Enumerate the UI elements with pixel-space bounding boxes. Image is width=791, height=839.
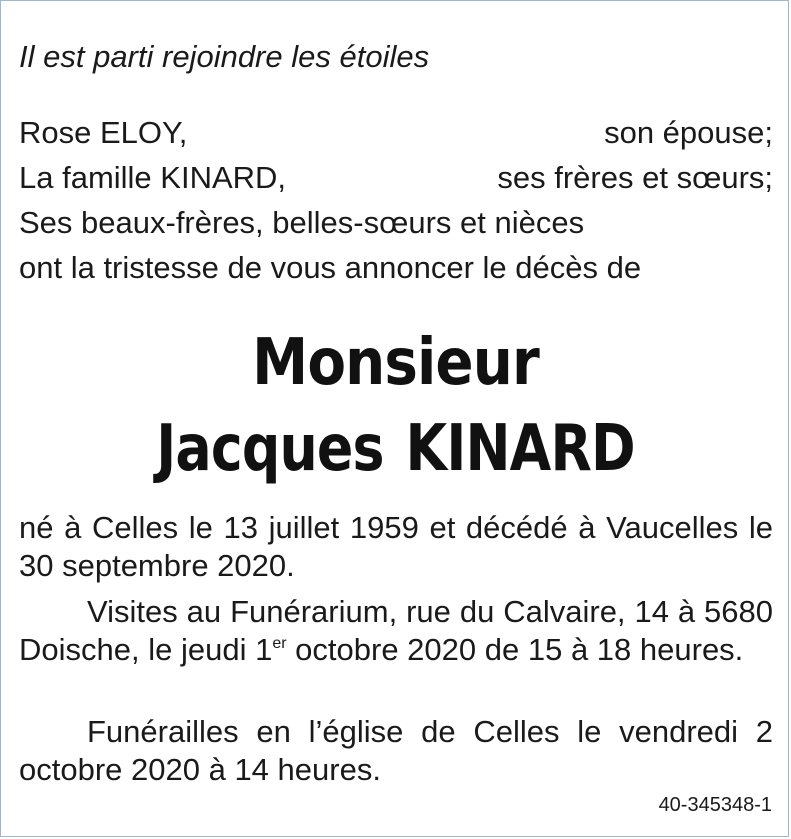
visits-text-start: Visites au Funérarium, rue du Calvaire, 14 à 5680 Doische, le jeudi 1	[19, 594, 773, 667]
family-row-siblings	[19, 156, 773, 200]
visits-paragraph	[19, 593, 773, 669]
announcement-line	[19, 246, 773, 290]
deceased-first-name: Jacques	[156, 412, 384, 486]
birth-death-paragraph: né à Celles le 13 juillet 1959 et décédé à Vaucelles le 30 septembre 2020.	[19, 510, 773, 583]
announcement-text: ont la tristesse de vous annoncer le décès de	[19, 250, 642, 285]
reference-number: 40-345348-1	[658, 794, 772, 816]
family-member-relation: ses frères et sœurs;	[497, 160, 773, 195]
funeral-paragraph: Funérailles en l’église de Celles le vendredi 2 octobre 2020 à 14 heures.	[19, 714, 773, 787]
deceased-name	[64, 405, 727, 493]
family-member-name: La famille KINARD,	[19, 160, 287, 195]
family-row-spouse	[19, 111, 773, 155]
epitaph-line: Il est parti rejoindre les étoiles	[19, 39, 430, 74]
deceased-last-name: KINARD	[405, 412, 635, 486]
family-member-relation: son épouse;	[604, 115, 773, 150]
visits-text-end: octobre 2020 de 15 à 18 heures.	[286, 632, 744, 667]
deceased-title: Monsieur	[252, 326, 539, 400]
family-row-in-laws	[19, 201, 773, 245]
family-member-name: Rose ELOY,	[19, 115, 188, 150]
ordinal-superscript: er	[272, 635, 287, 652]
family-member-name: Ses beaux-frères, belles-sœurs et nièces	[19, 205, 585, 240]
